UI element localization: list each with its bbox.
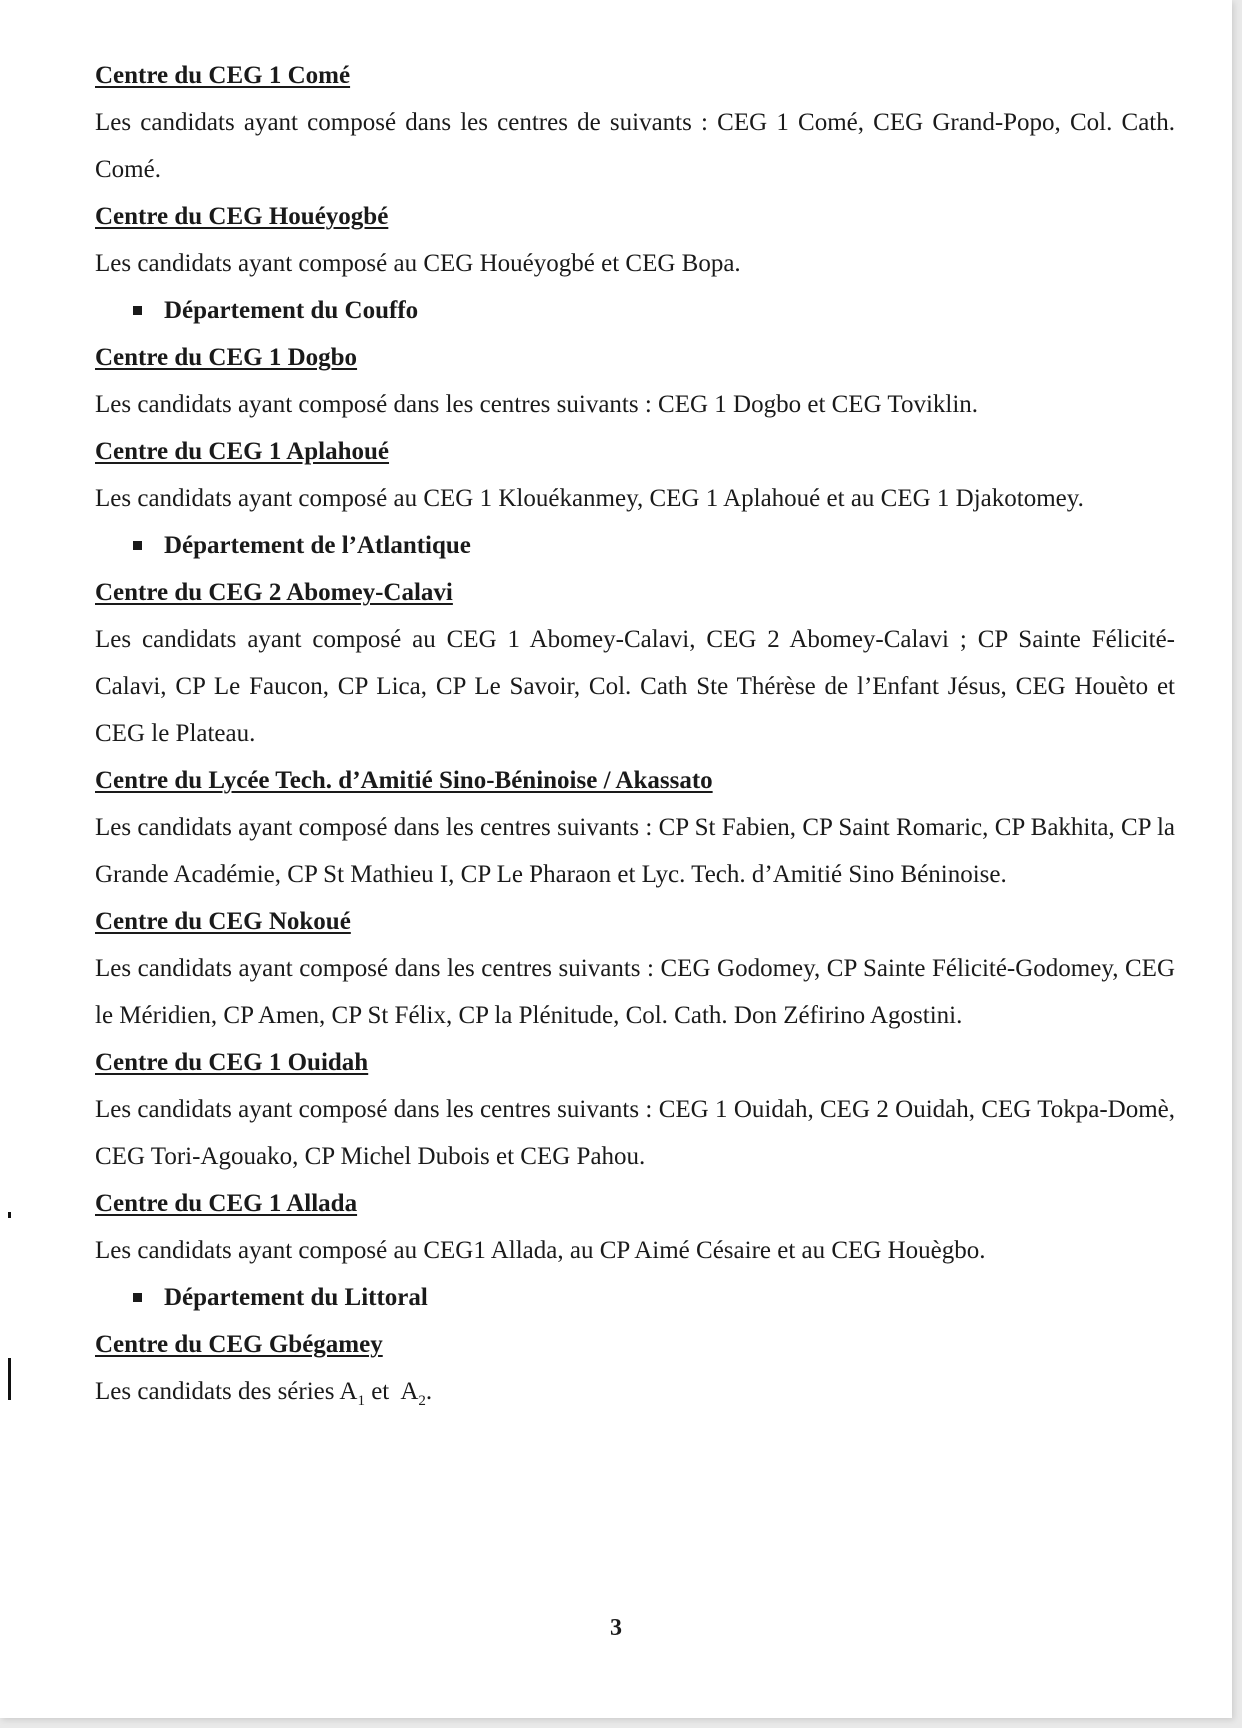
section-heading: Centre du CEG 1 Aplahoué (95, 438, 390, 465)
document-content (95, 52, 1175, 1425)
section-text: Les candidats ayant composé au CEG Houéyogbé et CEG Bopa. (95, 250, 741, 277)
department-label: Département du Littoral (164, 1284, 428, 1311)
subscript: 1 (357, 1393, 365, 1409)
section-heading: Centre du Lycée Tech. d’Amitié Sino-Béninoise / Akassato (95, 767, 713, 794)
section-heading: Centre du CEG 1 Dogbo (95, 344, 358, 371)
text-mid: et A (364, 1378, 419, 1405)
square-bullet-icon (133, 1293, 142, 1302)
page-number: 3 (610, 1615, 622, 1641)
section-heading: Centre du CEG 1 Comé (95, 62, 351, 89)
section-text: Les candidats ayant composé dans les centres suivants : CEG Godomey, CP Sainte Félicité-Godomey, CEG le Méridien, CP Amen, CP St Félix, CP la Plénitude, Col. Cath. Don Zéfirino Agostini. (95, 955, 1175, 1029)
section-text (95, 1368, 1175, 1425)
department-heading (95, 1274, 1175, 1321)
section-text: Les candidats ayant composé au CEG 1 Abomey-Calavi, CEG 2 Abomey-Calavi ; CP Sainte Félicité-Calavi, CP Le Faucon, CP Lica, CP Le Savoir, Col. Cath Ste Thérèse de l’Enfant Jésus, CEG Houèto et CEG le Plateau. (95, 626, 1175, 747)
text-suffix: . (425, 1378, 433, 1405)
section-heading: Centre du CEG Gbégamey (95, 1331, 383, 1358)
text-prefix: Les candidats des séries A (95, 1378, 358, 1405)
scan-edge-mark (8, 1212, 11, 1218)
section-text: Les candidats ayant composé dans les centres suivants : CP St Fabien, CP Saint Romaric, CP Bakhita, CP la Grande Académie, CP St Mathieu I, CP Le Pharaon et Lyc. Tech. d’Amitié Sino Béninoise. (95, 814, 1175, 888)
department-label: Département de l’Atlantique (164, 532, 471, 559)
section-text: Les candidats ayant composé au CEG1 Allada, au CP Aimé Césaire et au CEG Houègbo. (95, 1237, 986, 1264)
section-heading: Centre du CEG 2 Abomey-Calavi (95, 579, 453, 606)
section-heading: Centre du CEG 1 Allada (95, 1190, 358, 1217)
scan-edge-mark (8, 1358, 11, 1400)
section-text: Les candidats ayant composé dans les centres de suivants : CEG 1 Comé, CEG Grand-Popo, Col. Cath. Comé. (95, 109, 1175, 183)
section-heading: Centre du CEG Nokoué (95, 908, 351, 935)
subscript: 2 (418, 1393, 426, 1409)
section-heading: Centre du CEG Houéyogbé (95, 203, 389, 230)
square-bullet-icon (133, 306, 142, 315)
department-heading (95, 287, 1175, 334)
section-text: Les candidats ayant composé dans les centres suivants : CEG 1 Ouidah, CEG 2 Ouidah, CEG Tokpa-Domè, CEG Tori-Agouako, CP Michel Dubois et CEG Pahou. (95, 1096, 1175, 1170)
department-label: Département du Couffo (164, 297, 419, 324)
section-text: Les candidats ayant composé au CEG 1 Klouékanmey, CEG 1 Aplahoué et au CEG 1 Djakotomey. (95, 485, 1084, 512)
square-bullet-icon (133, 541, 142, 550)
department-heading (95, 522, 1175, 569)
section-text: Les candidats ayant composé dans les centres suivants : CEG 1 Dogbo et CEG Toviklin. (95, 391, 979, 418)
section-heading: Centre du CEG 1 Ouidah (95, 1049, 369, 1076)
